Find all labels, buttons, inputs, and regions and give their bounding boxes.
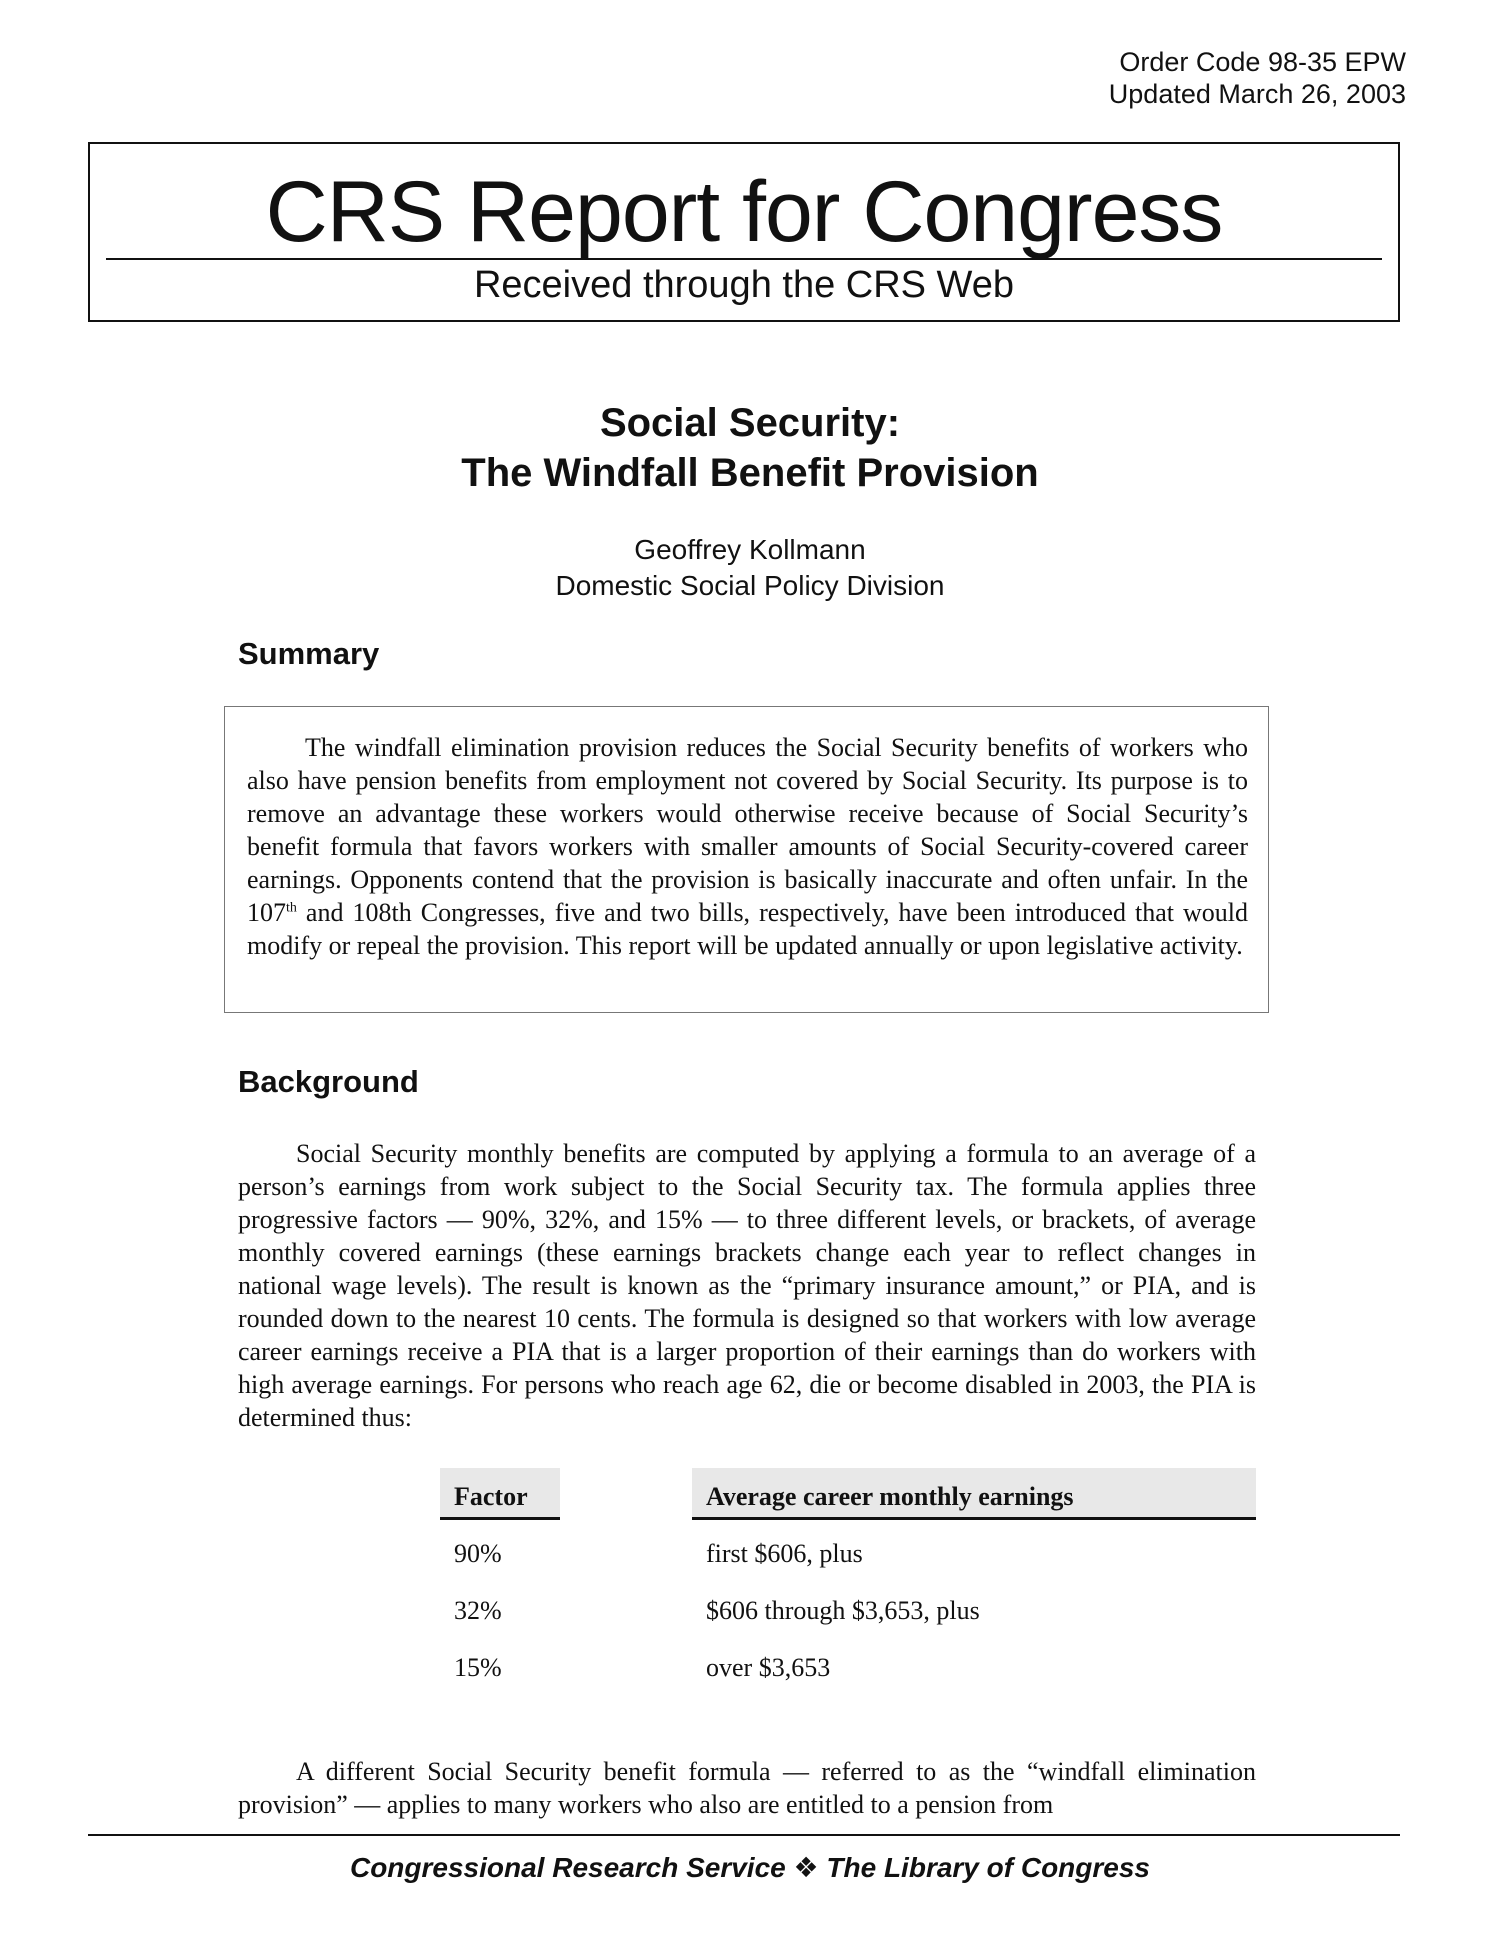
author-block: [0, 532, 1500, 604]
title-line-2: The Windfall Benefit Provision: [461, 451, 1039, 495]
ordinal-superscript: th: [286, 900, 297, 916]
table-cell-earnings: over $3,653: [706, 1653, 831, 1682]
order-code: Order Code 98-35 EPW: [1119, 47, 1406, 77]
summary-heading: Summary: [238, 636, 380, 671]
table-cell-factor: 90%: [454, 1539, 502, 1568]
document-title: [0, 398, 1500, 498]
summary-text-part-1: The windfall elimination provision reduces the Social Security benefits of workers who also have pension benefits from employment not covered by Social Security. Its purpose is to remove an advantage these workers would otherwise receive because of Social Security’s benefit formula that favors workers with smaller amounts of Social Security-covered career earnings. Opponents contend that the provision is basically inaccurate and often unfair. In the 107: [247, 733, 1248, 927]
title-line-1: Social Security:: [599, 401, 901, 445]
table-cell-factor: 32%: [454, 1596, 502, 1625]
report-header-subtitle: Received through the CRS Web: [473, 264, 1015, 306]
table-cell-earnings: first $606, plus: [706, 1539, 863, 1568]
table-header-earnings: Average career monthly earnings: [692, 1468, 1256, 1520]
report-header-title: CRS Report for Congress: [265, 164, 1223, 260]
header-divider: [106, 258, 1382, 260]
order-info: [1109, 46, 1406, 110]
report-header-box: [88, 142, 1400, 322]
background-heading: Background: [238, 1064, 419, 1099]
background-paragraph-1: Social Security monthly benefits are computed by applying a formula to an average of a person’s earnings from work subject to the Social Security tax. The formula applies three progressive factors — 90%, 32%, and 15% — to three different levels, or brackets, of average monthly covered earnings (these earnings brackets change each year to reflect changes in national wage levels). The result is known as the “primary insurance amount,” or PIA, and is rounded down to the nearest 10 cents. The formula is designed so that workers with low average career earnings receive a PIA that is a larger proportion of their earnings than do workers with high average earnings. For persons who reach age 62, die or become disabled in 2003, the PIA is determined thus:: [238, 1139, 1256, 1432]
background-paragraph-2: A different Social Security benefit formula — referred to as the “windfall elimination provision” — applies to many workers who also are entitled to a pension from: [238, 1757, 1256, 1819]
table-cell-factor: 15%: [454, 1653, 502, 1682]
updated-date: Updated March 26, 2003: [1108, 79, 1406, 109]
table-cell-earnings: $606 through $3,653, plus: [706, 1596, 980, 1625]
summary-box: [224, 706, 1269, 1013]
table-header-factor: Factor: [440, 1468, 560, 1520]
footer-text: Congressional Research Service ❖ The Library of Congress: [349, 1852, 1151, 1883]
author-name: Geoffrey Kollmann: [634, 534, 866, 565]
summary-text-part-2: and 108th Congresses, five and two bills, respectively, have been introduced that would modify or repeal the provision. This report will be updated annually or upon legislative activity.: [247, 898, 1248, 960]
footer-divider: [88, 1834, 1400, 1836]
author-division: Domestic Social Policy Division: [555, 570, 945, 601]
summary-text: [247, 731, 1248, 962]
